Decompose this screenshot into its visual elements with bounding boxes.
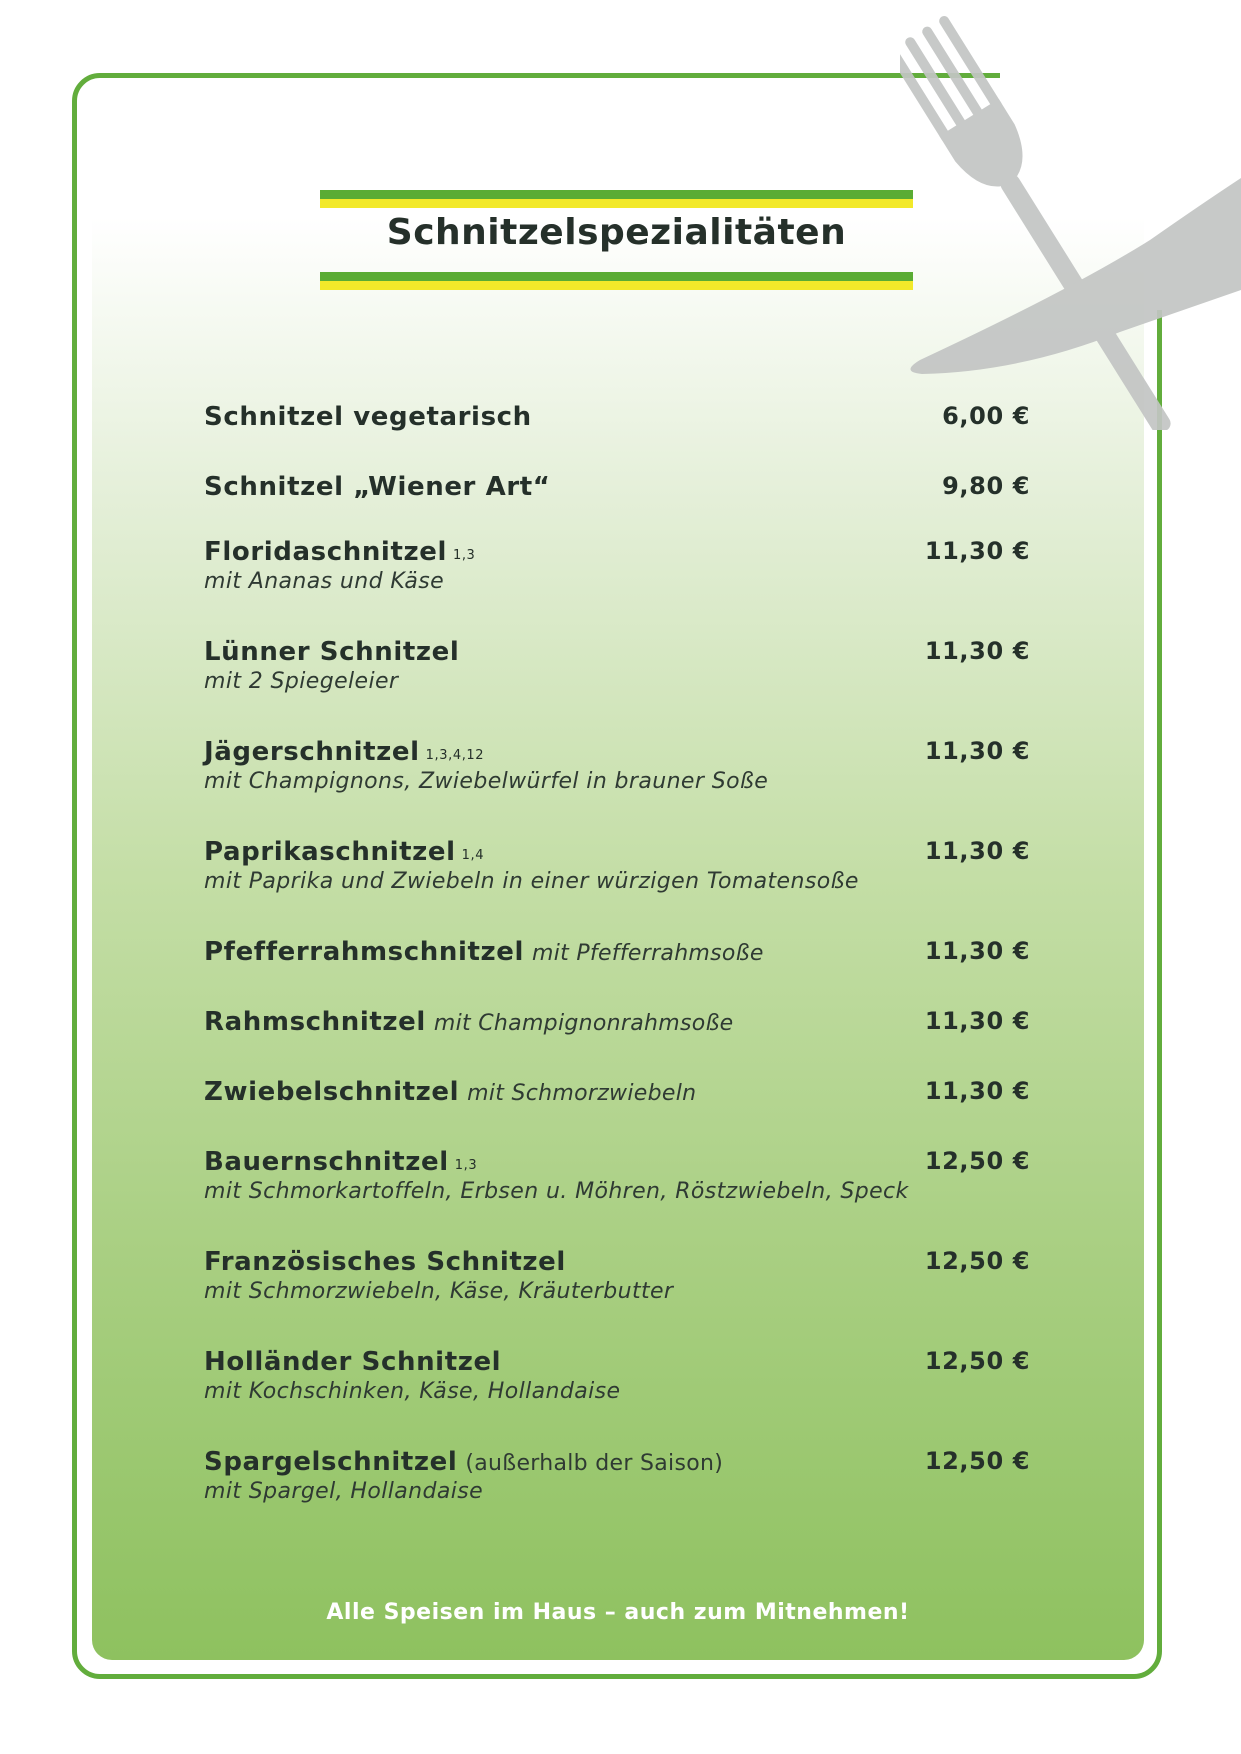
menu-item: [204, 1447, 1030, 1504]
menu-item-description: mit Spargel, Hollandaise: [204, 1479, 484, 1504]
menu-item-inline-description: mit Schmorzwiebeln: [467, 1081, 697, 1106]
menu-item-name: Holländer Schnitzel: [204, 1347, 502, 1377]
menu-item-description: mit Schmorkartoffeln, Erbsen u. Möhren, Röstzwiebeln, Speck: [204, 1179, 909, 1204]
title-stripe-top-green: [320, 190, 913, 199]
allergen-codes: 1,3: [452, 548, 476, 563]
title-stripe-top-yellow: [320, 199, 913, 208]
menu-item-name: Jägerschnitzel 1,3,4,12: [204, 737, 485, 767]
menu-item: [204, 637, 1030, 694]
menu-item-price: 12,50 €: [924, 1247, 1030, 1275]
menu-item-inline-description: mit Pfefferrahmsoße: [531, 941, 764, 966]
menu-item-name: Zwiebelschnitzel mit Schmorzwiebeln: [204, 1077, 697, 1107]
title-stripe-bottom-yellow: [320, 281, 913, 290]
menu-item: [204, 937, 1030, 973]
menu-item-name: Französisches Schnitzel: [204, 1247, 566, 1277]
menu-item-inline-description: mit Champignonrahmsoße: [433, 1011, 734, 1036]
menu-item-name: Schnitzel vegetarisch: [204, 402, 532, 432]
menu-item-price: 11,30 €: [924, 1077, 1030, 1105]
menu-item-price: 11,30 €: [924, 737, 1030, 765]
menu-item-description: mit Kochschinken, Käse, Hollandaise: [204, 1379, 621, 1404]
menu-item-name: Bauernschnitzel 1,3: [204, 1147, 478, 1177]
allergen-codes: 1,3: [454, 1158, 478, 1173]
menu-item-price: 11,30 €: [924, 1007, 1030, 1035]
menu-item: [204, 737, 1030, 794]
title-block: [320, 190, 913, 290]
menu-item-price: 11,30 €: [924, 637, 1030, 665]
menu-item: [204, 472, 1030, 508]
menu-item-name: Schnitzel „Wiener Art“: [204, 472, 551, 502]
menu-item-name: Spargelschnitzel (außerhalb der Saison): [204, 1447, 724, 1477]
menu-item-description: mit Ananas und Käse: [204, 569, 445, 594]
menu-item: [204, 1347, 1030, 1404]
fork-and-knife-icon: [900, 0, 1241, 430]
menu-item-description: mit Champignons, Zwiebelwürfel in brauner Soße: [204, 769, 769, 794]
menu-item: [204, 1007, 1030, 1043]
menu-item-price: 12,50 €: [924, 1447, 1030, 1475]
menu-item-name: Lünner Schnitzel: [204, 637, 460, 667]
menu-item-description: mit 2 Spiegeleier: [204, 669, 399, 694]
menu-item: [204, 1247, 1030, 1304]
menu-item-description: mit Paprika und Zwiebeln in einer würzigen Tomatensoße: [204, 869, 859, 894]
menu-item-note: (außerhalb der Saison): [465, 1451, 724, 1476]
menu-item-name: Floridaschnitzel 1,3: [204, 537, 476, 567]
menu-item-price: 12,50 €: [924, 1147, 1030, 1175]
menu-item-price: 9,80 €: [942, 472, 1030, 500]
menu-item-description: mit Schmorzwiebeln, Käse, Kräuterbutter: [204, 1279, 674, 1304]
allergen-codes: 1,4: [461, 848, 485, 863]
page-title: Schnitzelspezialitäten: [386, 212, 847, 253]
menu-item-name: Paprikaschnitzel 1,4: [204, 837, 485, 867]
menu-item-name: Pfefferrahmschnitzel mit Pfefferrahmsoße: [204, 937, 764, 967]
title-stripe-bottom-green: [320, 272, 913, 281]
menu-item: [204, 537, 1030, 594]
menu-item-price: 6,00 €: [942, 402, 1030, 430]
footer-note: Alle Speisen im Haus – auch zum Mitnehmen!: [326, 1600, 910, 1625]
menu-item-price: 11,30 €: [924, 937, 1030, 965]
menu-item-name: Rahmschnitzel mit Champignonrahmsoße: [204, 1007, 734, 1037]
menu-item-price: 11,30 €: [924, 537, 1030, 565]
menu-item-price: 12,50 €: [924, 1347, 1030, 1375]
menu-item-price: 11,30 €: [924, 837, 1030, 865]
menu-item: [204, 402, 1030, 438]
menu-item: [204, 837, 1030, 894]
allergen-codes: 1,3,4,12: [425, 748, 485, 763]
menu-item: [204, 1077, 1030, 1113]
menu-item: [204, 1147, 1030, 1204]
